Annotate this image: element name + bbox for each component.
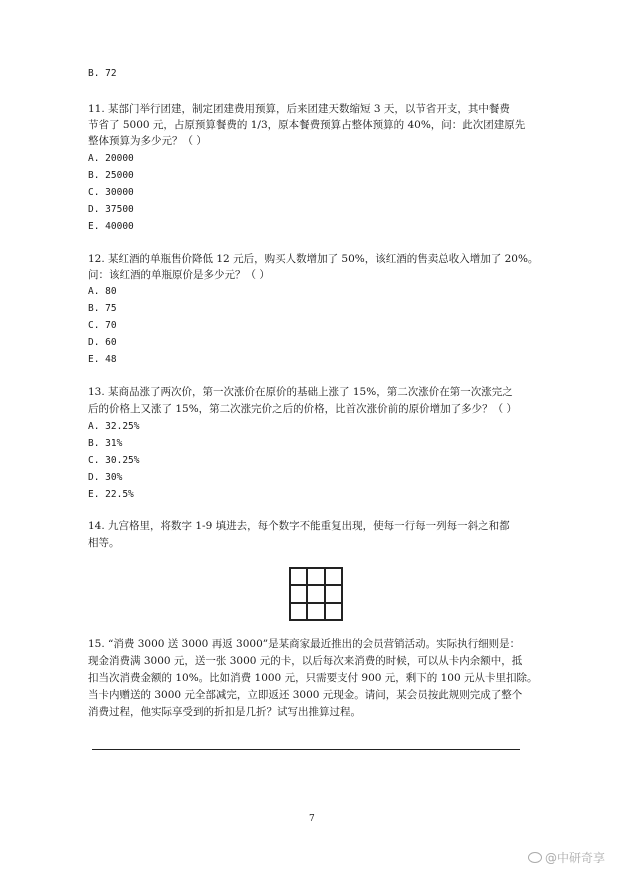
q15-stem-line-5: 消费过程，他实际享受到的折扣是几折？试写出推算过程。	[88, 706, 361, 718]
q11-option-c: C. 30000	[88, 187, 134, 198]
q11-option-a: A. 20000	[88, 153, 134, 164]
nine-square-grid	[289, 567, 343, 621]
grid-cell	[325, 568, 342, 585]
grid-cell	[307, 568, 324, 585]
q12-option-e: E. 48	[88, 354, 117, 365]
q13-stem-line-2: 后的价格上又涨了 15%，第二次涨完价之后的价格，比首次涨价前的原价增加了多少？（ ）	[88, 403, 518, 415]
q12-stem-line-2: 问：该红酒的单瓶原价是多少元？（ ）	[88, 269, 270, 281]
grid-cell	[325, 603, 342, 620]
grid-cell	[307, 603, 324, 620]
q11-option-e: E. 40000	[88, 221, 134, 232]
weibo-watermark	[528, 849, 605, 866]
q12-option-c: C. 70	[88, 320, 117, 331]
watermark-text: @中研奇享	[545, 851, 606, 865]
q14-stem-line-2: 相等。	[88, 537, 120, 549]
prev-question-option-b: B. 72	[88, 68, 117, 79]
q13-stem-line-1: 13. 某商品涨了两次价，第一次涨价在原价的基础上涨了 15%，第二次涨价在第一次涨完之	[88, 386, 513, 398]
q13-option-c: C. 30.25%	[88, 455, 140, 466]
q11-option-d: D. 37500	[88, 204, 134, 215]
q11-stem-line-2: 节省了 5000 元，占原预算餐费的 1/3，原本餐费预算占整体预算的 40%，问：此次团建原先	[88, 119, 526, 131]
weibo-logo-icon	[528, 852, 542, 863]
q12-stem-line-1: 12. 某红酒的单瓶售价降低 12 元后，购买人数增加了 50%，该红酒的售卖总收入增加了 20%。	[88, 253, 539, 265]
q12-option-a: A. 80	[88, 286, 117, 297]
q15-stem-line-3: 扣当次消费金额的 10%。比如消费 1000 元，只需要支付 900 元，剩下的 100 元从卡里扣除。	[88, 672, 538, 684]
q14-stem-line-1: 14. 九宫格里，将数字 1-9 填进去，每个数字不能重复出现，使每一行每一列每一斜之和都	[88, 520, 510, 532]
grid-cell	[290, 585, 307, 602]
q13-option-b: B. 31%	[88, 438, 123, 449]
q15-stem-line-4: 当卡内赠送的 3000 元全部减完，立即返还 3000 元现金。请问，某会员按此规则完成了整个	[88, 689, 523, 701]
q11-stem-line-3: 整体预算为多少元？（ ）	[88, 135, 207, 147]
q13-option-d: D. 30%	[88, 472, 123, 483]
grid-cell	[290, 603, 307, 620]
answer-underline	[92, 749, 520, 750]
q15-stem-line-1: 15. “消费 3000 送 3000 再返 3000”是某商家最近推出的会员营销活动。实际执行细则是：	[88, 638, 521, 650]
grid-cell	[307, 585, 324, 602]
q15-stem-line-2: 现金消费满 3000 元，送一张 3000 元的卡，以后每次来消费的时候，可以从卡内余额中，抵	[88, 655, 523, 667]
q13-option-e: E. 22.5%	[88, 489, 134, 500]
q11-stem-line-1: 11. 某部门举行团建，制定团建费用预算，后来团建天数缩短 3 天，以节省开支，其中餐费	[88, 103, 510, 115]
q11-option-b: B. 25000	[88, 170, 134, 181]
grid-cell	[290, 568, 307, 585]
q13-option-a: A. 32.25%	[88, 421, 140, 432]
q12-option-b: B. 75	[88, 303, 117, 314]
q12-option-d: D. 60	[88, 337, 117, 348]
page-number: 7	[309, 814, 315, 824]
grid-cell	[325, 585, 342, 602]
